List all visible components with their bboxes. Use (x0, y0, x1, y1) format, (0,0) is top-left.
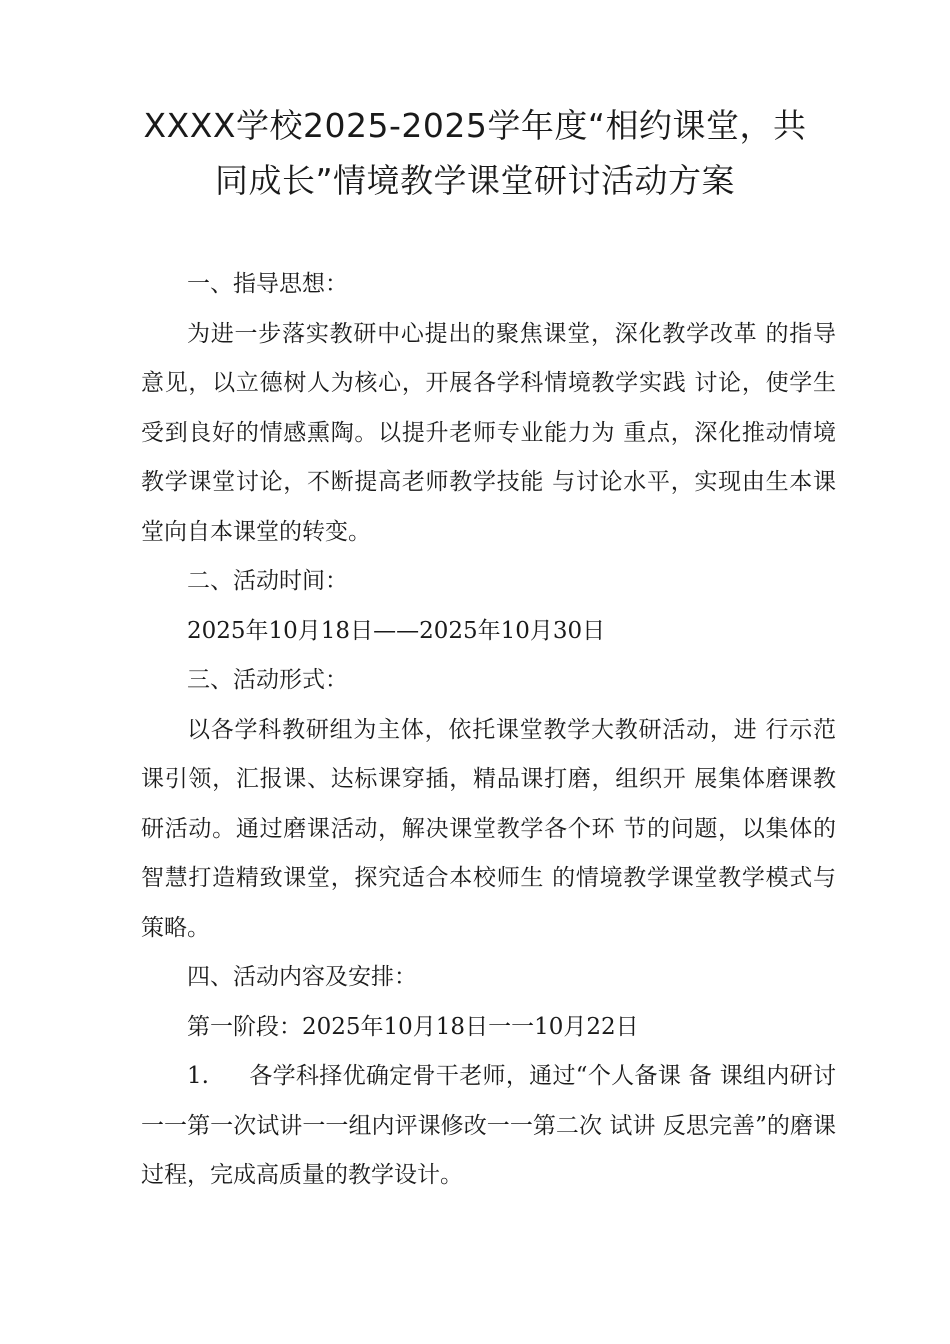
section-heading-activity-content: 四、活动内容及安排： (187, 964, 417, 990)
list-item-text: 各学科择优确定骨干老师，通过“个人备课 备 课组内研讨一一第一次试讲一一组内评课修改一一第二次 试讲 反思完善”的磨课过程，完成高质量的教学设计。 (141, 1063, 836, 1188)
paragraph-activity-form: 以各学科教研组为主体，依托课堂教学大教研活动，进 行示范课引领，汇报课、达标课穿插，精品课打磨，组织开 展集体磨课教研活动。通过磨课活动，解决课堂教学各个环 节的问题，以集体的智慧打造精致课堂，探究适合本校师生 的情境教学课堂教学模式与策略。 (141, 716, 836, 941)
paragraph-guiding-ideology: 为进一步落实教研中心提出的聚焦课堂，深化教学改革 的指导意见，以立德树人为核心，开展各学科情境教学实践 讨论，使学生受到良好的情感熏陶。以提升老师专业能力为 重点，深化推动情境教学课堂讨论，不断提高老师教学技能 与讨论水平，实现由生本课堂向自本课堂的转变。 (141, 320, 836, 545)
list-item-number: 1. (187, 1063, 209, 1089)
title-line-2: 同成长”情境教学课堂研讨活动方案 (214, 161, 736, 200)
list-item (141, 1052, 836, 1201)
document-title (120, 98, 830, 208)
title-line-1: XXXX学校2025-2025学年度“相约课堂，共 (143, 106, 807, 145)
paragraph-activity-time: 2025年10月18日——2025年10月30日 (187, 617, 606, 644)
section-heading-activity-time: 二、活动时间： (187, 568, 348, 594)
phase-one-line: 第一阶段：2025年10月18日一一10月22日 (187, 1013, 639, 1040)
document-body (141, 260, 836, 1201)
section-heading-guiding-ideology: 一、指导思想： (187, 271, 348, 297)
section-heading-activity-form: 三、活动形式： (187, 667, 348, 693)
